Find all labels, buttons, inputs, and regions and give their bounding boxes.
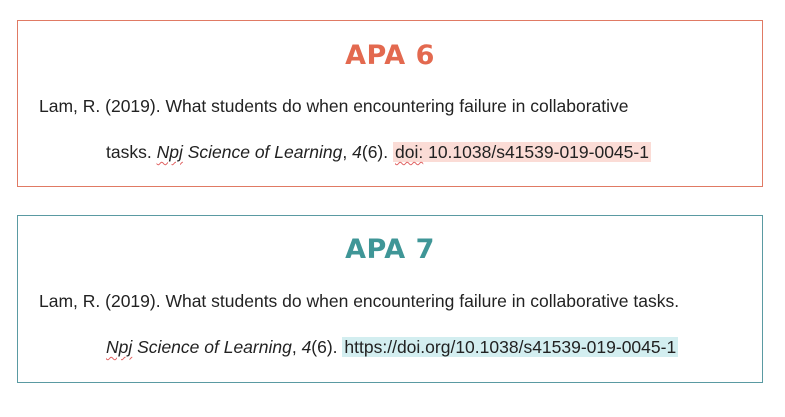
apa6-doi-highlight xyxy=(393,142,651,162)
apa6-volume: 4 xyxy=(352,142,362,162)
apa6-journal-first-word: Npj xyxy=(156,142,183,162)
apa6-line2-lead: tasks. xyxy=(106,142,157,162)
apa6-reference-line-2 xyxy=(106,141,651,163)
apa7-reference-line-2 xyxy=(106,336,678,358)
apa6-reference-line-1: Lam, R. (2019). What students do when encountering failure in collaborative xyxy=(39,96,629,116)
apa6-heading: APA 6 xyxy=(345,40,435,71)
apa6-journal-name xyxy=(157,142,343,162)
apa7-doi-url: https://doi.org/10.1038/s41539-019-0045-1 xyxy=(344,337,677,357)
apa6-example-box xyxy=(17,20,763,187)
apa6-issue: (6). xyxy=(361,142,393,162)
apa7-volume: 4 xyxy=(301,337,312,357)
apa7-after-journal: , xyxy=(291,337,302,357)
apa7-example-box xyxy=(17,215,763,383)
apa6-journal-rest: Science of Learning xyxy=(182,142,343,162)
apa6-doi-value: 10.1038/s41539-019-0045-1 xyxy=(423,142,649,162)
apa6-doi-prefix: doi: xyxy=(395,142,424,162)
apa7-heading: APA 7 xyxy=(345,234,435,265)
apa7-journal-rest: Science of Learning xyxy=(132,337,292,357)
apa7-reference-line-1: Lam, R. (2019). What students do when encountering failure in collaborative tasks. xyxy=(39,291,680,311)
apa7-journal-first-word: Npj xyxy=(106,337,133,357)
apa7-journal-name xyxy=(106,337,292,357)
apa7-issue: (6). xyxy=(311,337,343,357)
apa6-after-journal: , xyxy=(342,142,353,162)
